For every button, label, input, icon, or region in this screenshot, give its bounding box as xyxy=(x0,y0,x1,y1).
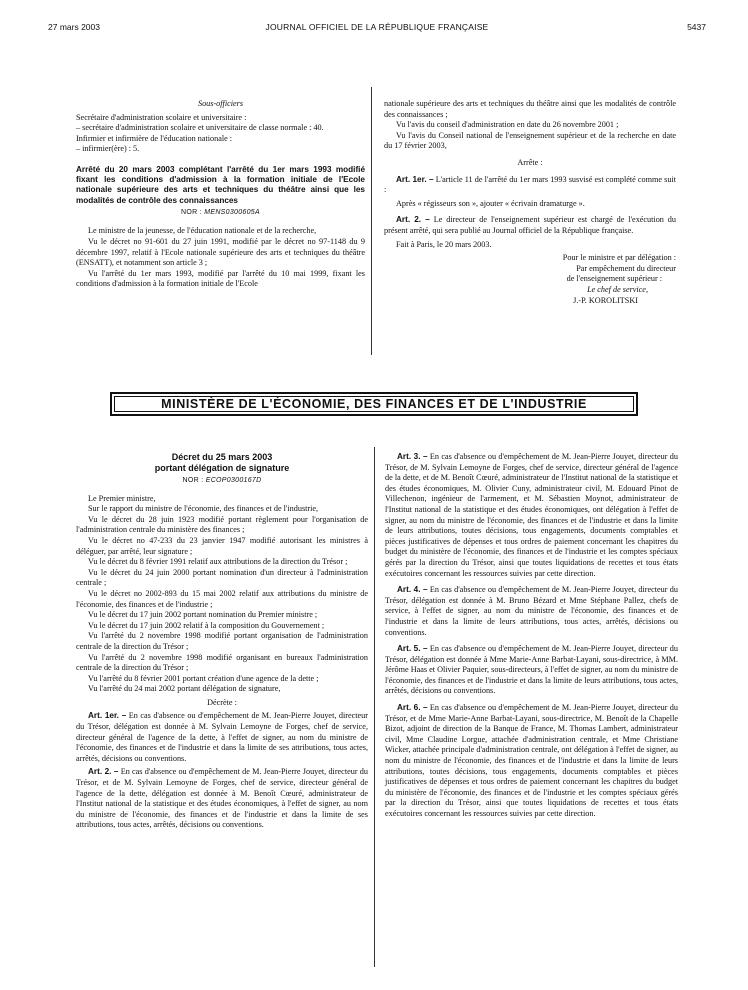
top-left-column xyxy=(76,99,365,290)
paragraph: Vu l'arrêté du 8 février 2001 portant création d'une agence de la dette ; xyxy=(88,673,319,683)
nor-code: ECOP0300167D xyxy=(205,477,262,484)
article-label: Art. 5. – xyxy=(397,644,428,654)
header-date: 27 mars 2003 xyxy=(48,22,100,32)
paragraph: Le ministre de la jeunesse, de l'éducation nationale et de la recherche, xyxy=(88,226,317,236)
bottom-left-column xyxy=(76,452,368,831)
paragraph: Fait à Paris, le 20 mars 2003. xyxy=(396,239,492,249)
article-6 xyxy=(385,703,678,820)
article-text: En cas d'absence ou d'empêchement de M. Jean-Pierre Jouyet, directeur du Trésor, et de Mme Marie-Anne Barbat-Layani, sous-directrice, M. Benoît de la Chapelle Bizot, adjoint de direction de la Banque de France, M. Thomas Lambert, administrateur civil, Mme Claudine Lorgue, attachée d'administration centrale, et Mme Christiane Wicker, attachée principale d'administration centrale, ont délégation à l'effet de signer, au nom du ministre de l'économie, des finances et de l'industrie et dans la limite de leurs attributions, toutes décisions, tous engagements, documents comptables et pièces justificatives de dépenses et tous ordres de paiement concernant les chapitres du budget du ministère de l'économie, des finances et de l'industrie et les comptes spéciaux gérés par la direction du Trésor, ainsi que toutes liquidations de recettes et tous états exécutoires concernant les ressources suivies par cette direction. xyxy=(385,703,678,818)
article-label: Art. 4. – xyxy=(397,585,428,595)
article-text: En cas d'absence ou d'empêchement de M. Jean-Pierre Jouyet, directeur du Trésor, délégation est donnée à M. Sylvain Lemoyne de Forges, chef de service, directeur général de l'agence de la dette, à l'effet de signer, au nom du ministre de l'économie, des finances et de l'industrie et dans la limite de ses attributions, tous actes, arrêtés, décisions ou conventions. xyxy=(76,711,368,763)
signature-line: Pour le ministre et par délégation : xyxy=(562,253,676,263)
nor-reference xyxy=(76,208,365,219)
paragraph: Vu l'avis du conseil d'administration en date du 26 novembre 2001 ; xyxy=(396,120,619,130)
paragraph: Le Premier ministre, xyxy=(88,493,156,503)
top-right-column xyxy=(384,99,676,306)
arrete-title: Arrêté du 20 mars 2003 complétant l'arrêté du 1er mars 1993 modifié fixant les conditions d'admission à la formation initiale de l'Ecole nationale supérieure des arts et techniques du théâtre ainsi que les modalités de contrôle des connaissances xyxy=(76,164,365,205)
list-item: – secrétaire d'administration scolaire et universitaire de classe normale : 40. xyxy=(76,123,324,133)
paragraph: Vu le décret du 8 février 1991 relatif aux attributions de la direction du Trésor ; xyxy=(88,557,348,567)
paragraph: nationale supérieure des arts et techniques du théâtre ainsi que les modalités de contrôle des connaissances ; xyxy=(384,99,676,119)
paragraph: Après « régisseurs son », ajouter « écrivain dramaturge ». xyxy=(396,198,585,208)
column-divider xyxy=(374,447,375,967)
paragraph: Vu le décret no 2002-893 du 15 mai 2002 relatif aux attributions du ministre de l'économie, des finances et de l'industrie ; xyxy=(76,588,368,609)
article-3 xyxy=(385,452,678,579)
list-item: – infirmier(ère) : 5. xyxy=(76,144,140,154)
column-divider xyxy=(371,87,372,355)
article-label: Art. 6. – xyxy=(397,703,428,713)
nor-label: NOR : xyxy=(181,208,202,216)
paragraph: Vu l'arrêté du 2 novembre 1998 modifié portant organisation de l'administration centrale de la direction du Trésor ; xyxy=(76,631,368,651)
article-1 xyxy=(384,175,676,196)
decrete-label: Décrète : xyxy=(207,697,237,707)
paragraph: Vu l'arrêté du 24 mai 2002 portant délégation de signature, xyxy=(88,684,281,694)
nor-reference xyxy=(76,476,368,487)
signature-line: Le chef de service, xyxy=(587,284,648,294)
ministry-title: MINISTÈRE DE L'ÉCONOMIE, DES FINANCES ET DE L'INDUSTRIE xyxy=(161,397,587,411)
nor-code: MENS0300605A xyxy=(204,208,260,216)
article-label: Art. 2. – xyxy=(396,215,430,225)
ministry-banner xyxy=(110,392,638,416)
article-4 xyxy=(385,585,678,638)
article-text: En cas d'absence ou d'empêchement de M. Jean-Pierre Jouyet, directeur du Trésor, de M. Sylvain Lemoyne de Forges, chef de service, directeur général de l'agence de la dette, et de M. Benoît Cœuré, administrateur de l'Institut national de la statistique et des études économiques, M. Olivier Cuny, administrateur civil, M. Edouard Pinot de Villechenon, ingénieur de l'armement, et M. Sébastien Moynot, administrateur de l'Institut national de la statistique et des études économiques, ont délégation à l'effet de signer, au nom du ministre de l'économie, des finances et de l'industrie et dans la limite de leurs attributions, toutes décisions, tous engagements, documents comptables et pièces justificatives de dépenses et tous ordres de paiement concernant les chapitres du budget du ministère de l'économie, des finances et de l'industrie et les comptes spéciaux gérés par la direction du Trésor, ainsi que toutes liquidations de recettes et tous états exécutoires concernant les ressources suivies par cette direction. xyxy=(385,452,678,578)
article-label: Art. 1er. – xyxy=(396,174,434,184)
article-label: Art. 2. – xyxy=(88,767,119,777)
article-text: Le directeur de l'enseignement supérieur est chargé de l'exécution du présent arrêté, qui sera publié au Journal officiel de la République française. xyxy=(384,215,676,235)
decree-subtitle: portant délégation de signature xyxy=(154,463,290,473)
article-2 xyxy=(384,215,676,236)
article-text: En cas d'absence ou d'empêchement de M. Jean-Pierre Jouyet, directeur du Trésor, et de M. Sylvain Lemoyne de Forges, chef de service, directeur général de l'agence de la dette, délégation est donnée à M. Benoît Cœuré, administrateur de l'Institut national de la statistique et des études économiques, à l'effet de signer, au nom du ministre de l'économie, des finances et de l'industrie et dans la limite de ses attributions, tous actes, arrêtés, décisions ou conventions. xyxy=(76,767,368,830)
article-text: En cas d'absence ou d'empêchement de M. Jean-Pierre Jouyet, directeur du Trésor, délégation est donnée à Mme Marie-Anne Barbat-Layani, sous-directrice, à MM. Jérôme Haas et Olivier Paquier, sous-directeurs, à l'effet de signer, au nom du ministre de l'économie, des finances et de l'industrie et dans la limite de leurs attributions, tous actes, arrêtés, décisions ou conventions. xyxy=(385,644,678,696)
nor-label: NOR : xyxy=(182,477,204,484)
article-label: Art. 1er. – xyxy=(88,711,127,721)
arrete-label: Arrête : xyxy=(517,157,543,167)
paragraph: Vu le décret du 17 juin 2002 relatif à la composition du Gouvernement ; xyxy=(88,620,325,630)
subheading-sous-officiers: Sous-officiers xyxy=(197,99,244,108)
paragraph: Vu le décret no 91-601 du 27 juin 1991, modifié par le décret no 97-1148 du 9 décembre 1997, relatif à l'Ecole nationale supérieure des arts et techniques du théâtre (ENSATT), et notamment son article 3 ; xyxy=(76,236,365,268)
article-text: L'article 11 de l'arrêté du 1er mars 1993 susvisé est complété comme suit : xyxy=(384,174,677,195)
article-2 xyxy=(76,767,368,831)
header-journal-title: JOURNAL OFFICIEL DE LA RÉPUBLIQUE FRANÇAISE xyxy=(265,22,489,32)
article-text: En cas d'absence ou d'empêchement de M. Jean-Pierre Jouyet, directeur du Trésor, délégation est donnée à M. Bruno Bézard et Mme Stéphane Pallez, chefs de service, à l'effet de signer, au nom du ministre de l'économie, des finances et de l'industrie et dans la limite de leurs attributions, tous actes, arrêtés, décisions ou conventions. xyxy=(385,585,678,637)
signature-line: de l'enseignement supérieur : xyxy=(566,274,662,284)
paragraph: Secrétaire d'administration scolaire et universitaire : xyxy=(76,112,247,122)
page-header xyxy=(48,22,706,36)
bottom-right-column xyxy=(385,452,678,820)
paragraph: Vu l'arrêté du 2 novembre 1998 modifié organisant en bureaux l'administration centrale de la direction du Trésor ; xyxy=(76,652,368,673)
article-5 xyxy=(385,644,678,697)
paragraph: Vu le décret du 24 juin 2000 portant nomination d'un directeur à l'administration centrale ; xyxy=(76,567,368,588)
article-label: Art. 3. – xyxy=(397,452,428,461)
header-page-number: 5437 xyxy=(687,22,706,32)
paragraph: Infirmier et infirmière de l'éducation nationale : xyxy=(76,133,233,143)
signature-line: Par empêchement du directeur xyxy=(576,263,676,273)
article-1 xyxy=(76,711,368,764)
paragraph: Sur le rapport du ministre de l'économie, des finances et de l'industrie, xyxy=(88,504,319,514)
paragraph: Vu l'arrêté du 1er mars 1993, modifié par l'arrêté du 10 mai 1999, fixant les conditions d'admission à la formation initiale de l'Ecole xyxy=(76,268,365,289)
decree-title: Décret du 25 mars 2003 xyxy=(171,452,273,462)
paragraph: Vu le décret du 28 juin 1923 modifié portant règlement pour l'organisation de l'administration centrale du ministère des finances ; xyxy=(76,514,368,535)
paragraph: Vu le décret no 47-233 du 23 janvier 1947 modifié autorisant les ministres à déléguer, par arrêté, leur signature ; xyxy=(76,535,368,556)
paragraph: Vu le décret du 17 juin 2002 portant nomination du Premier ministre ; xyxy=(88,610,318,620)
banner-inner-border xyxy=(114,396,634,412)
paragraph: Vu l'avis du Conseil national de l'enseignement supérieur et de la recherche en date du 17 février 2003, xyxy=(384,130,676,151)
signatory-name: J.-P. KOROLITSKI xyxy=(573,295,638,305)
